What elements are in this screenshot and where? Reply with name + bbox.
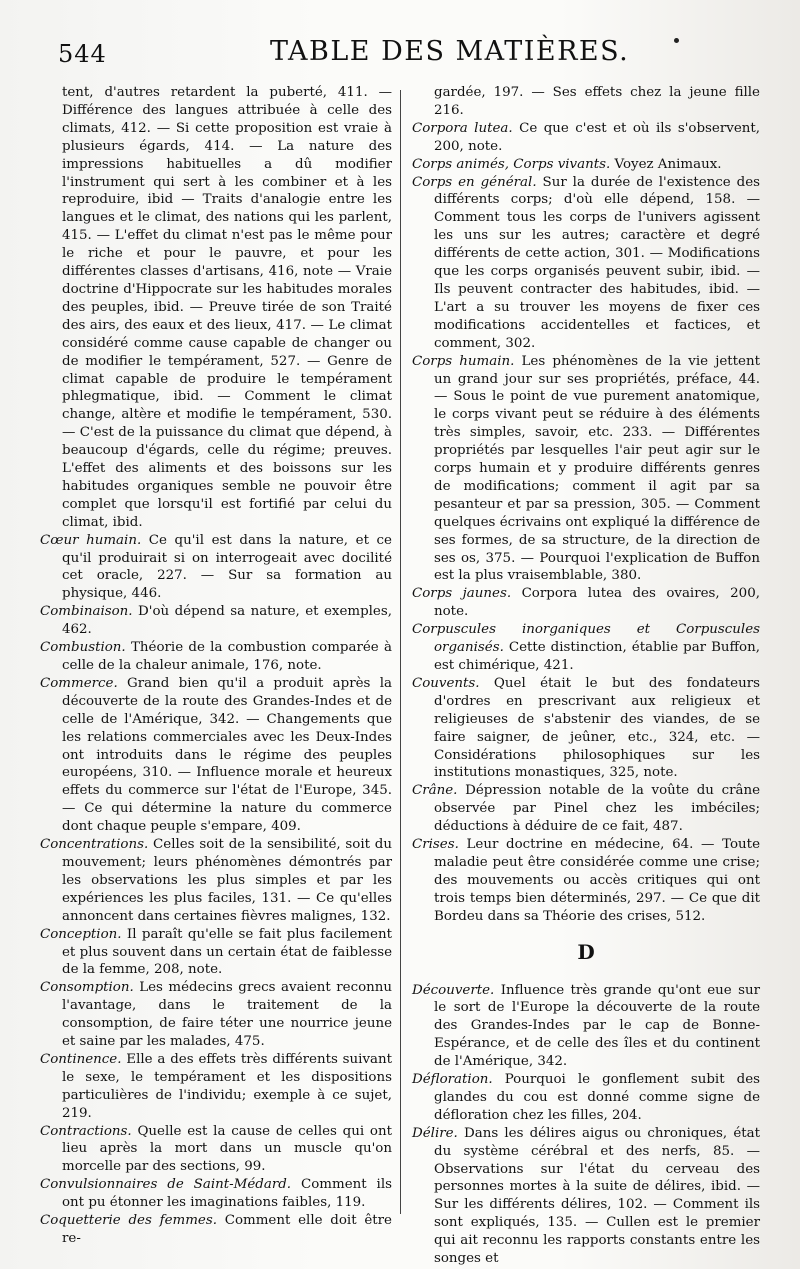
- entry-headword: Corps animés, Corps vivants.: [412, 156, 611, 172]
- entry-headword: Crâne.: [412, 783, 458, 799]
- index-entry: [412, 156, 760, 174]
- index-entry: [412, 836, 760, 926]
- index-entry: [412, 982, 760, 1072]
- index-entry: [40, 1176, 392, 1212]
- entry-headword: Consomption.: [40, 980, 134, 996]
- entry-text: Il paraît qu'elle se fait plus facilement et plus souvent dans un certain état de faiblesse de la femme, 208, note.: [62, 926, 392, 978]
- continuation-text: gardée, 197. — Ses effets chez la jeune fille 216.: [434, 85, 760, 118]
- index-entry: [40, 603, 392, 639]
- index-entry: [412, 353, 760, 586]
- index-entry: [40, 532, 392, 604]
- index-entry: [40, 979, 392, 1051]
- entry-text: Quel était le but des fondateurs d'ordres en prescrivant aux religieux et religieuses de s'abstenir des viandes, de se faire saigner, de jeûner, etc., 324, etc. — Considérations philosophiques sur les institutions monastiques, 325, note.: [434, 675, 760, 781]
- entry-headword: Corps en général.: [412, 174, 537, 190]
- entry-headword: Cœur humain.: [40, 532, 142, 548]
- entry-headword: Continence.: [40, 1051, 122, 1067]
- entry-headword: Corps jaunes.: [412, 586, 512, 602]
- index-entry: [40, 675, 392, 836]
- entry-text: Elle a des effets très différents suivant le sexe, le tempérament et les dispositions particulières de l'individu; exemple à ce sujet, 219.: [62, 1051, 392, 1121]
- entry-headword: Crises.: [412, 837, 459, 853]
- entry-headword: Conception.: [40, 926, 122, 942]
- entry-text: Les phénomènes de la vie jettent un grand jour sur ses propriétés, préface, 44. — Sous le point de vue purement anatomique, le corps vivant peut se réduire à des éléments très simples, savoir, etc. 233. — Différentes propriétés par lesquelles l'air peut agir sur le corps humain et y produire différents genres de modifications; comment il agit par sa pesanteur et par sa pression, 305. — Comment quelques écrivains ont expliqué la différence de ses formes, de sa structure, de la direction de ses os, 375. — Pourquoi l'explication de Buffon est la plus vraisemblable, 380.: [434, 353, 760, 584]
- entry-text: D'où dépend sa nature, et exemples, 462.: [62, 604, 392, 638]
- index-entry: [40, 639, 392, 675]
- index-entry: [412, 782, 760, 836]
- entry-text: Comment elle doit être re-: [62, 1213, 392, 1246]
- entry-headword: Découverte.: [412, 982, 495, 998]
- entry-text: Dépression notable de la voûte du crâne observée par Pinel chez les imbéciles; déductions à déduire de ce fait, 487.: [434, 783, 760, 835]
- right-entries: [412, 120, 760, 926]
- page-header: [0, 36, 800, 76]
- index-entry: [412, 675, 760, 782]
- left-entries: [40, 532, 392, 1248]
- entry-text: Voyez Animaux.: [610, 156, 722, 172]
- left-column: [40, 84, 392, 1248]
- index-entry: [40, 1212, 392, 1248]
- entry-text: Quelle est la cause de celles qui ont lieu après la mort dans un muscle qu'on morcelle par des sections, 99.: [62, 1123, 392, 1175]
- entry-text: Pourquoi le gonflement subit des glandes du cou est donné comme signe de défloration chez les filles, 204.: [434, 1072, 760, 1123]
- entry-text: Cette distinction, établie par Buffon, est chimérique, 421.: [434, 640, 760, 673]
- entry-text: Ce qu'il est dans la nature, et ce qu'il produirait si on interrogeait avec docilité cet oracle, 227. — Sur sa formation au physique, 446.: [62, 532, 392, 602]
- entry-headword: Combinaison.: [40, 604, 133, 620]
- index-entry: [40, 1123, 392, 1177]
- index-entry: [412, 585, 760, 621]
- entry-headword: Corps humain.: [412, 353, 515, 369]
- entry-headword: Couvents.: [412, 675, 480, 691]
- running-title: TABLE DES MATIÈRES.: [270, 36, 630, 67]
- right-column: [412, 84, 760, 1268]
- entry-text: Celles soit de la sensibilité, soit du mouvement; leurs phénomènes démontrés par les observations les plus simples et par les expériences les plus faciles, 131. — Ce qu'elles annoncent dans certaines fièvres malignes, 132.: [62, 837, 392, 924]
- section-letter: D: [577, 939, 595, 964]
- right-entries-d: [412, 982, 760, 1269]
- entry-text: Leur doctrine en médecine, 64. — Toute maladie peut être considérée comme une crise; des mouvements ou accès critiques qui ont trois temps bien déterminés, 297. — Ce que dit Bordeu dans sa Théorie des crises, 512.: [434, 837, 760, 924]
- continuation-text: tent, d'autres retardent la puberté, 411. — Différence des langues attribuée à celle des climats, 412. — Si cette proposition est vraie à plusieurs égards, 414. — La nature des impressions habituelles a dû modifier l'instrument qui sert à les combiner et à les reproduire, ibid — Traits d'analogie entre les langues et le climat, des nations qui les parlent, 415. — L'effet du climat n'est pas le même pour le riche et pour le pauvre, et pour les différentes classes d'artisans, 416, note — Vraie doctrine d'Hippocrate sur les habitudes morales des peuples, ibid. — Preuve tirée de son Traité des airs, des eaux et des lieux, 417. — Le climat considéré comme cause capable de changer ou de modifier le tempérament, 527. — Genre de climat capable de produire le tempérament phlegmatique, ibid. — Comment le climat change, altère et modifie le tempérament, 530. — C'est de la puissance du climat que dépend, à beaucoup d'égards, celle du régime; preuves. L'effet des aliments et des boissons sur les habitudes organiques semble ne pouvoir être complet que lorsqu'il est fortifié par celui du climat, ibid.: [62, 85, 392, 530]
- entry-headword: Contractions.: [40, 1123, 132, 1139]
- column-divider: [400, 90, 401, 1214]
- entry-headword: Corpora lutea.: [412, 120, 513, 136]
- page-number: 544: [58, 40, 107, 68]
- entry-headword: Délire.: [412, 1125, 458, 1141]
- entry-headword: Combustion.: [40, 640, 126, 656]
- entry-headword: Défloration.: [412, 1072, 493, 1088]
- entry-text: Grand bien qu'il a produit après la découverte de la route des Grandes-Indes et de celle de l'Amérique, 342. — Changements que les relations commerciales avec les Deux-Indes ont introduits dans le régime des peuples européens, 310. — Influence morale et heureux effets du commerce sur l'état de l'Europe, 345. — Ce qui détermine la nature du commerce dont chaque peuple s'empare, 409.: [62, 675, 392, 835]
- entry-text: Influence très grande qu'ont eue sur le sort de l'Europe la découverte de la route des Grandes-Indes par le cap de Bonne-Espérance, et de celle des îles et du continent de l'Amérique, 342.: [434, 982, 760, 1070]
- entry-text: Comment ils ont pu étonner les imaginations faibles, 119.: [62, 1177, 392, 1211]
- entry-text: Sur la durée de l'existence des différents corps; d'où elle dépend, 158. — Comment tous les corps de l'univers agissent les uns sur les autres; caractère et degré différents de cette action, 301. — Modifications que les corps organisés peuvent subir, ibid. — Ils peuvent contracter des habitudes, ibid. — L'art a su trouver les moyens de fixer ces modifications accidentelles et factices, et comment, 302.: [434, 174, 761, 351]
- index-entry: [40, 836, 392, 926]
- entry-headword: Concentrations.: [40, 837, 149, 853]
- entry-headword: Convulsionnaires de Saint-Médard.: [40, 1177, 292, 1193]
- index-entry: [412, 174, 760, 353]
- ink-dot: [674, 38, 679, 43]
- entry-text: Théorie de la combustion comparée à celle de la chaleur animale, 176, note.: [62, 640, 392, 673]
- entry-text: Ce que c'est et où ils s'observent, 200, note.: [434, 120, 761, 154]
- index-entry: [40, 1051, 392, 1123]
- index-entry: [412, 1125, 760, 1268]
- entry-headword: Coquetterie des femmes.: [40, 1213, 217, 1229]
- index-entry: [40, 926, 392, 980]
- entry-headword: Commerce.: [40, 675, 118, 691]
- index-entry: [412, 120, 760, 156]
- index-entry: [412, 621, 760, 675]
- entry-text: Les médecins grecs avaient reconnu l'avantage, dans le traitement de la consomption, de faire téter une nourrice jeune et saine par les malades, 475.: [62, 980, 392, 1050]
- entry-text: Dans les délires aigus ou chroniques, état du système cérébral et des nerfs, 85. — Observations sur l'état du cerveau des personnes mortes à la suite de délires, ibid. — Sur les différents délires, 102. — Comment ils sont expliqués, 135. — Cullen est le premier qui ait reconnu les rapports constants entre les songes et: [434, 1125, 760, 1267]
- entry-text: Corpora lutea des ovaires, 200, note.: [434, 586, 760, 620]
- entry-headword: Corpuscules inorganiques et Corpuscules organisés.: [412, 622, 760, 656]
- index-entry: [412, 1071, 760, 1125]
